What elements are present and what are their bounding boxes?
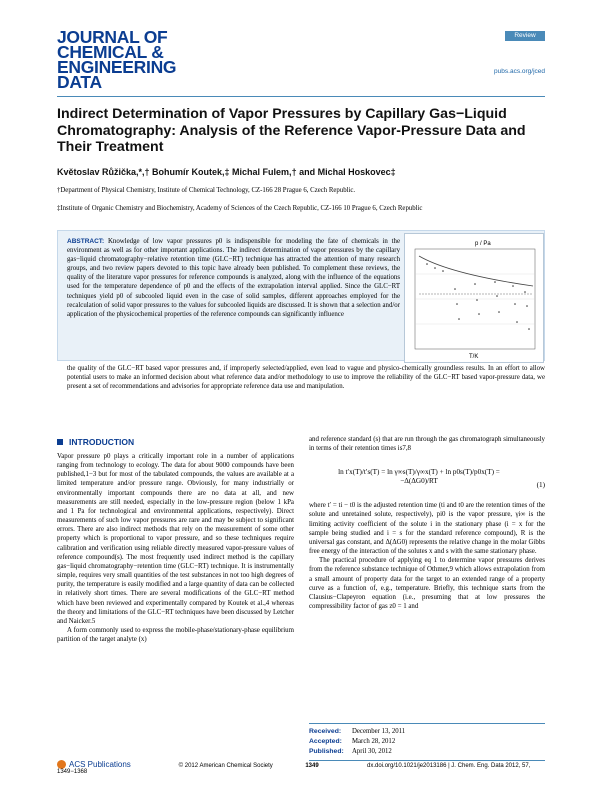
journal-logo (57, 27, 257, 92)
journal-line: CHEMICAL & (57, 42, 164, 62)
abstract-label: ABSTRACT: (67, 238, 105, 245)
author-list: Květoslav Růžička,*,† Bohumír Koutek,‡ Michal Fulem,† and Michal Hoskovec‡ (57, 167, 396, 177)
journal-line: ENGINEERING (57, 57, 177, 77)
publisher-logo[interactable] (57, 760, 177, 769)
published-label: Published: (309, 748, 344, 755)
intro-paragraph-4: where t′ = ti − t0 is the adjusted retention time (ti and t0 are the retention times of the solute and unretained solute, respectively), pi0 is the vapor pressure, γi∞ is the limiting activity coefficient of the solute i in the stationary phase (i = x for the sample being studied and i = s for the standard reference compound), R is the universal gas constant, and Δ(ΔG0) represents the relative change in the molar Gibbs free energy of the interaction of the solutes x and s with the same stationary phase. (309, 502, 545, 556)
right-column (309, 435, 545, 611)
page-footer (57, 760, 545, 775)
publisher-name: ACS Publications (69, 760, 131, 769)
doi-citation[interactable]: dx.doi.org/10.1021/je2013186 | J. Chem. Eng. Data 2012, 57, 1349−1368 (57, 763, 531, 775)
published-date-row (309, 747, 545, 757)
acs-logo-icon (57, 760, 66, 769)
graphic-curve (419, 256, 533, 286)
left-column (57, 452, 294, 644)
header-divider (57, 96, 545, 97)
intro-paragraph-2: A form commonly used to express the mobile-phase/stationary-phase equilibrium partition of the target analyte (x) (57, 626, 294, 644)
received-label: Received: (309, 728, 342, 735)
intro-heading (57, 437, 134, 447)
accepted-label: Accepted: (309, 738, 342, 745)
received-date: December 13, 2011 (352, 728, 406, 735)
abstract-text-part2: the quality of the GLC−RT based vapor pressures and, if improperly selected/applied, even lead to vague and physico-chemically groundless results. In an effort to allow potential users to make an informed decision about what reference data and/or methodology to use to improve the reliability of the GLC−RT based vapor-pressure data, we present a set of recommendations and advisories for appropriate reference data use and manipulation. (67, 365, 545, 391)
intro-heading-text: INTRODUCTION (69, 437, 135, 447)
toc-graphic (404, 233, 544, 363)
accepted-date-row (309, 737, 545, 747)
intro-paragraph-1: Vapor pressure p0 plays a critically important role in a number of applications ranging from technology to ecology. The data for about 9000 compounds have been published,1−3 but for most of the tabulated compounds, the values are available at a limited temperature and/or pressure range. Obviously, for many industrially or environmentally important compounds there are no data at all, and new measurements are still needed, especially in the low-pressure region (below 1 kPa and 1 Pa for technological and environmental applications, respectively). Direct measurements of such low vapor pressures are rare and may be subject to significant errors. There are also indirect methods that rely on the measurement of some other property which is proportional to vapor pressure, and so these techniques require calibration and verification using reliable directly measured vapor-pressure values of reference compound(s). The most frequently used indirect method is the capillary gas−liquid chromatography−retention time (GLC−RT) technique. It is instrumentally simple, requires very small quantities of the test substances in not too high degrees of purity, the temperature is easily modified and a large quantity of data can be collected in relatively short times. There are several modifications of the GLC−RT method which have been reviewed and experimentally compared by Koutek et al.,4 whereas the theory and limitations of the GLC−RT techniques have been discussed by Letcher and Naicker.5 (57, 453, 294, 625)
journal-line: DATA (57, 72, 102, 92)
accepted-date: March 28, 2012 (352, 738, 396, 745)
equation-text: ln t′x(T)/t′s(T) = ln γ∞s(T)/γ∞x(T) + ln p0s(T)/p0x(T) = −Δ(ΔG0)/RT (338, 468, 500, 486)
affiliation-1: †Department of Physical Chemistry, Institute of Chemical Technology, CZ-166 28 Prague 6, Czech Republic. (57, 187, 356, 194)
affiliation-2: ‡Institute of Organic Chemistry and Biochemistry, Academy of Sciences of the Czech Republic, CZ-166 10 Prague 6, Czech Republic (57, 205, 423, 212)
copyright: © 2012 American Chemical Society (178, 763, 273, 769)
published-date: April 30, 2012 (352, 748, 392, 755)
journal-line: JOURNAL OF (57, 27, 168, 47)
graphic-x-label: T/K (469, 354, 479, 360)
graphic-points (426, 263, 530, 330)
page-number: 1349 (305, 763, 319, 769)
intro-paragraph-3: and reference standard (s) that are run through the gas chromatograph simultaneously in terms of their retention times is7,8 (309, 436, 545, 453)
article-title: Indirect Determination of Vapor Pressures by Capillary Gas−Liquid Chromatography: Analysis of the Reference Vapor-Pressure Data and Their Treatment (57, 106, 526, 155)
abstract-body: Knowledge of low vapor pressures p0 is indispensible for modeling the fate of chemicals in the environment as well as for other important applications. The indirect determination of vapor pressures by the capillary gas−liquid chromatography−relative retention time (GLC−RT) technique has attracted the attention of many research groups, and two review papers devoted to this topic have already been published. To complement these reviews, the quality of the literature vapor pressures for reference compounds is analyzed, along with the influence of the equations used for the temperature dependence of p0 and the effects of the extrapolation interval applied. Since the GLC−RT techniques yield p0 of subcooled liquid even in the case of solid samples, different approaches employed for the recalculation of solid vapor pressures to the values for subcooled liquids are discussed. It is shown that a selection and/or application of the physicochemical properties of the reference compounds can significantly influence (67, 238, 400, 318)
journal-url[interactable]: pubs.acs.org/jced (494, 68, 545, 75)
abstract-text-part1 (67, 237, 400, 319)
publication-dates (309, 723, 545, 761)
article-type-badge: Review (505, 31, 545, 41)
intro-paragraph-5: The practical procedure of applying eq 1 to determine vapor pressures derives from the reference substance technique of Othmer,9 which allows extrapolation from a small amount of property data for the target to an extended range of a property curve as a function of, e.g., temperature. Briefly, this technique starts from the Clausius−Clapeyron equation (i.e., presuming that at low pressures the compressibility factor of gas z0 = 1 and (309, 557, 545, 611)
equation-number: (1) (536, 481, 545, 490)
equation-1 (309, 453, 545, 501)
section-bullet-icon (57, 439, 63, 445)
graphic-y-label: p / Pa (475, 241, 491, 247)
received-date-row (309, 727, 545, 737)
